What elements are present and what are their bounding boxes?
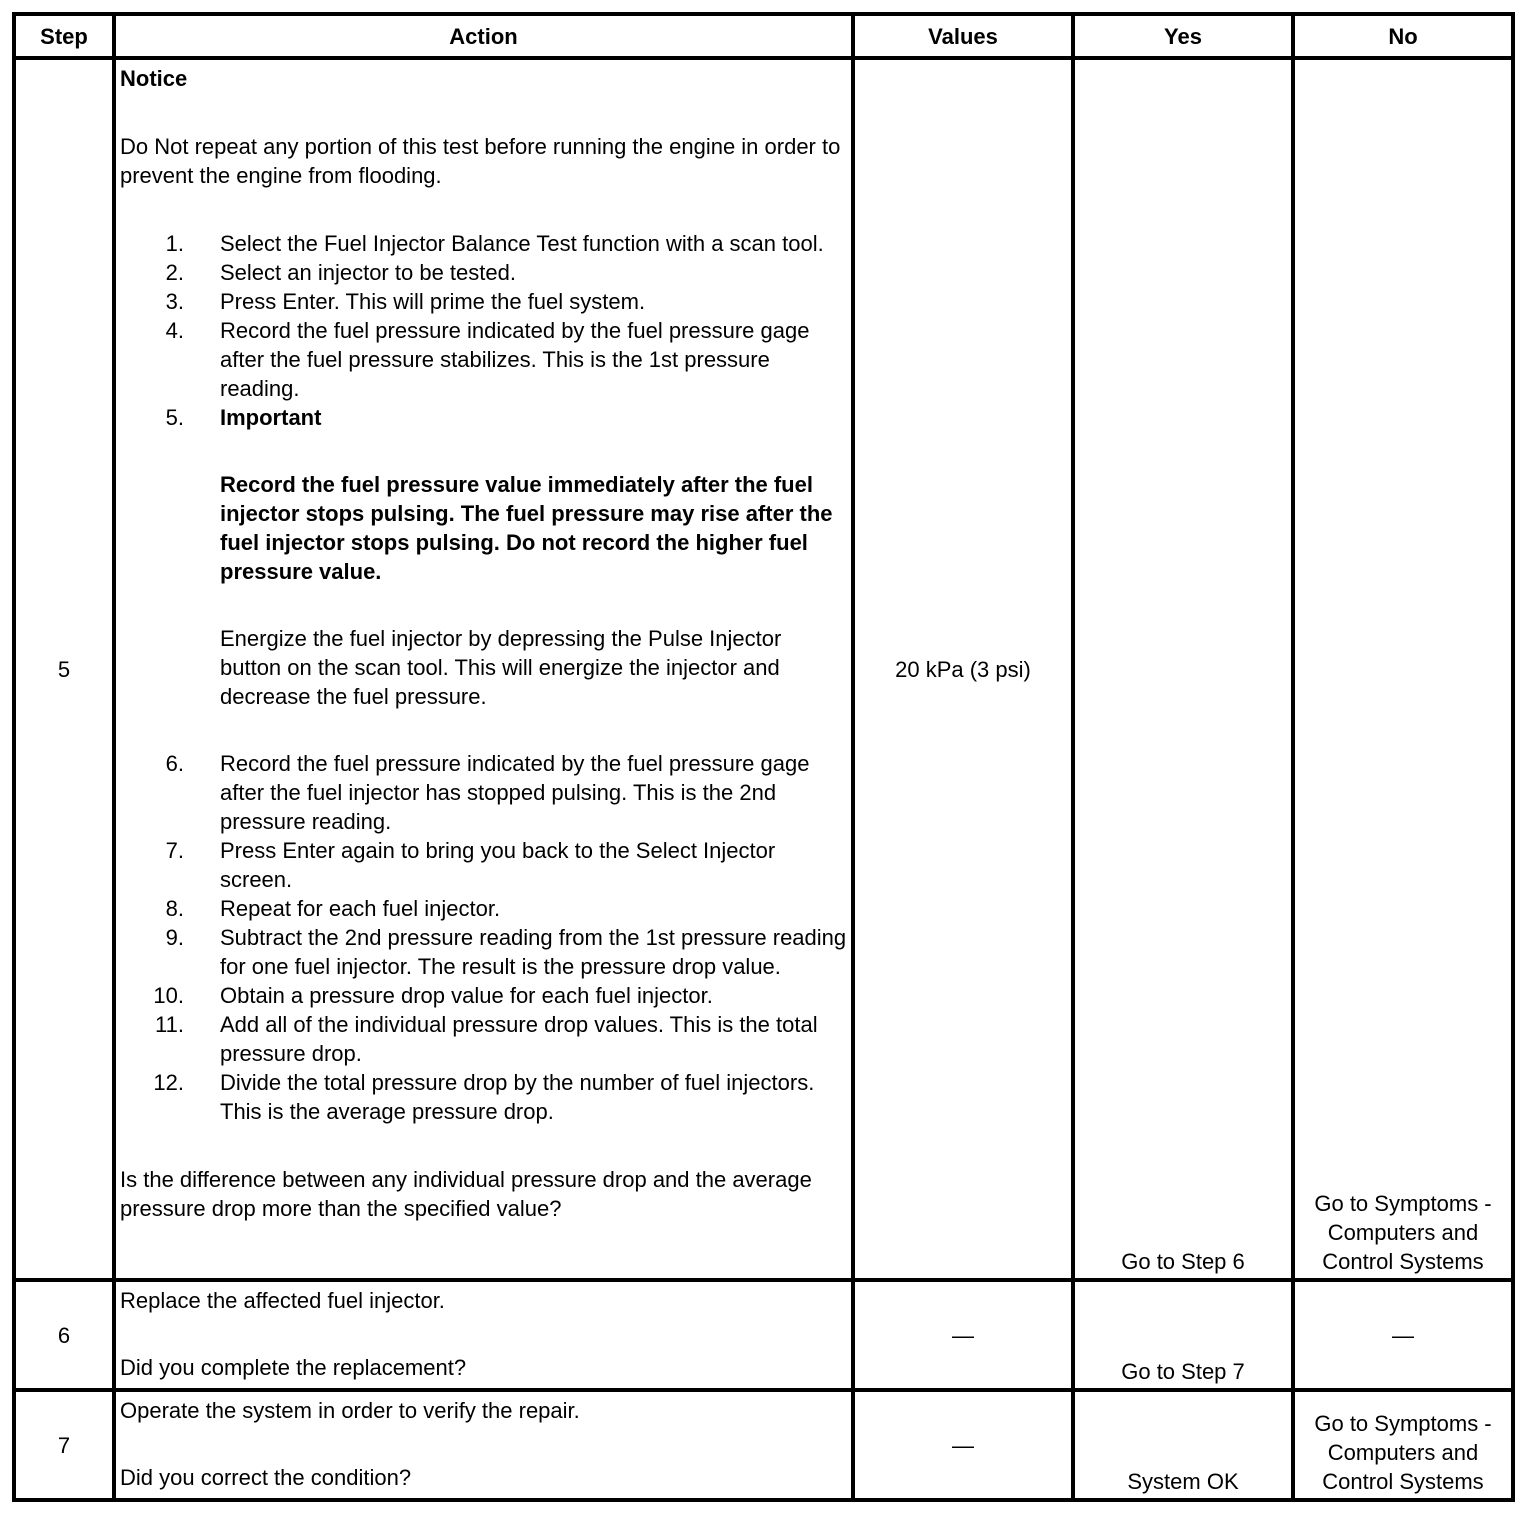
header-row: [14, 14, 1513, 58]
important-label: Important: [220, 405, 322, 430]
yes-text: Go to Step 7: [1121, 1359, 1245, 1384]
table-row-step-5: [14, 58, 1513, 1280]
list-item: 7. Press Enter again to bring you back to the Select Injector screen.: [165, 838, 776, 892]
action-cell: [114, 1280, 853, 1390]
value-cell: 20 kPa (3 psi): [853, 58, 1073, 1280]
list-item: 3. Press Enter. This will prime the fuel system.: [165, 289, 646, 314]
no-cell: —: [1293, 1280, 1513, 1390]
no-cell: [1293, 58, 1513, 1280]
header-step: Step: [14, 14, 114, 58]
notice-text: Do Not repeat any portion of this test before running the engine in order to prevent the engine from flooding.: [120, 134, 841, 188]
important-text: Record the fuel pressure value immediately after the fuel injector stops pulsing. The fuel pressure may rise after the fuel injector stops pulsing. Do not record the higher fuel pressure value.: [220, 472, 833, 584]
yes-cell: [1073, 1390, 1293, 1500]
list-item: 4. Record the fuel pressure indicated by the fuel pressure gage after the fuel pressure stabilizes. This is the 1st pressure reading.: [165, 318, 810, 401]
table-row-step-6: [14, 1280, 1513, 1390]
yes-text: Go to Step 6: [1121, 1249, 1245, 1274]
list-item: 11. Add all of the individual pressure drop values. This is the total pressure drop.: [155, 1012, 818, 1066]
list-item: 6. Record the fuel pressure indicated by the fuel pressure gage after the fuel injector has stopped pulsing. This is the 2nd pressure reading.: [165, 751, 810, 834]
header-values: Values: [853, 14, 1073, 58]
list-item: 2. Select an injector to be tested.: [165, 260, 516, 285]
header-no: No: [1293, 14, 1513, 58]
yes-cell: [1073, 58, 1293, 1280]
step-number: 6: [14, 1280, 114, 1390]
list-item: 1. Select the Fuel Injector Balance Test function with a scan tool.: [165, 231, 824, 256]
action-cell: [114, 1390, 853, 1500]
energize-text: Energize the fuel injector by depressing the Pulse Injector button on the scan tool. This will energize the injector and decrease the fuel pressure.: [220, 626, 782, 709]
header-yes: Yes: [1073, 14, 1293, 58]
question-text: Did you complete the replacement?: [120, 1355, 467, 1380]
procedure-list: [120, 229, 847, 1126]
yes-cell: [1073, 1280, 1293, 1390]
yes-text: System OK: [1127, 1469, 1239, 1494]
step-number: 5: [14, 58, 114, 1280]
no-text: Go to Symptoms - Computers and Control Systems: [1314, 1191, 1492, 1274]
question-text: Did you correct the condition?: [120, 1465, 412, 1490]
list-item: 8. Repeat for each fuel injector.: [165, 896, 501, 921]
step-number: 7: [14, 1390, 114, 1500]
header-action: Action: [114, 14, 853, 58]
list-item: 9. Subtract the 2nd pressure reading from the 1st pressure reading for one fuel injector. The result is the pressure drop value.: [165, 925, 847, 979]
action-cell: [114, 58, 853, 1280]
instruction-text: Replace the affected fuel injector.: [120, 1288, 445, 1313]
instruction-text: Operate the system in order to verify the repair.: [120, 1398, 580, 1423]
value-cell: —: [853, 1390, 1073, 1500]
value-cell: —: [853, 1280, 1073, 1390]
diagnostic-table: [12, 12, 1515, 1502]
list-item-important: 5. Important Record the fuel pressure value immediately after the fuel injector stops pulsing. The fuel pressure may rise after the fuel injector stops pulsing. Do not record the higher fuel pressure value. Energize the fuel injector by depressing the Pulse Injector button on the scan tool. This will energize the injector and decrease the fuel pressure.: [120, 403, 847, 749]
notice-label: Notice: [120, 66, 188, 91]
table-row-step-7: [14, 1390, 1513, 1500]
no-text: Go to Symptoms - Computers and Control Systems: [1314, 1411, 1492, 1494]
list-item: 10. Obtain a pressure drop value for each fuel injector.: [153, 983, 713, 1008]
question-text: Is the difference between any individual pressure drop and the average pressure drop more than the specified value?: [120, 1167, 812, 1221]
no-cell: [1293, 1390, 1513, 1500]
list-item: 12. Divide the total pressure drop by the number of fuel injectors. This is the average pressure drop.: [153, 1070, 815, 1124]
